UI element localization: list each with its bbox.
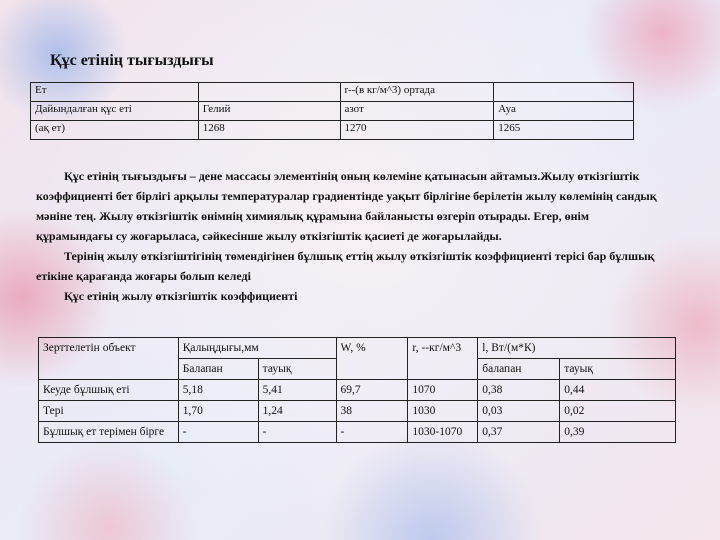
- table-cell: 1070: [408, 380, 478, 401]
- table-cell: 69,7: [336, 380, 408, 401]
- table-cell: 1,24: [258, 401, 336, 422]
- table-cell: 0,37: [478, 422, 560, 443]
- density-table: [30, 82, 634, 140]
- table-cell: 1,70: [178, 401, 258, 422]
- table-cell: -: [336, 422, 408, 443]
- table-cell: 0,38: [478, 380, 560, 401]
- table-cell: [494, 83, 634, 102]
- table-cell: 1270: [340, 121, 494, 140]
- table-cell: 5,41: [258, 380, 336, 401]
- table-cell: -: [258, 422, 336, 443]
- table-cell: Гелий: [198, 102, 340, 121]
- subheader-cell: тауық: [560, 359, 676, 380]
- table-cell: 1030-1070: [408, 422, 478, 443]
- table-header-row: [39, 338, 676, 359]
- table-cell: Дайындалған құс еті: [31, 102, 199, 121]
- table-cell: 38: [336, 401, 408, 422]
- table-row: [39, 422, 676, 443]
- table-cell: (ақ ет): [31, 121, 199, 140]
- header-cell: Қалыңдығы,мм: [178, 338, 336, 359]
- table-cell: -: [178, 422, 258, 443]
- page-title: Құс етінің тығыздығы: [50, 52, 214, 69]
- table-row: [31, 121, 634, 140]
- table-cell: азот: [340, 102, 494, 121]
- table-cell: Кеуде бұлшық еті: [39, 380, 179, 401]
- table-cell: r--(в кг/м^3) ортада: [340, 83, 494, 102]
- subheader-cell: балапан: [478, 359, 560, 380]
- table-row: [31, 102, 634, 121]
- header-cell: r, --кг/м^3: [408, 338, 478, 380]
- table-cell: 1265: [494, 121, 634, 140]
- table-cell: Тері: [39, 401, 179, 422]
- table-cell: [198, 83, 340, 102]
- header-cell: Зерттелетін объект: [39, 338, 179, 380]
- paragraph: Құс етінің тығыздығы – дене массасы элементінің оның көлеміне қатынасын айтамыз.Жылу өткізгіштік коэффициенті бет бірлігі арқылы температуралар градиентінде уақыт бірлігіне берілетін жылу көлемінің сандық мәніне тең. Жылу өткізгіштік өнімнің химиялық құрамына байланысты өзгеріп отырады. Егер, өнім құрамындағы су жоғарыласа, сәйкесінше жылу өткізгіштік қасиеті де жоғарылайды.: [36, 169, 657, 243]
- paragraph-heading: Құс етінің жылу өткізгіштік коэффициенті: [64, 289, 298, 303]
- table-cell: 0,02: [560, 401, 676, 422]
- paragraph: Терінің жылу өткізгіштігінің төмендігінен бұлшық еттің жылу өткізгіштік коэффициенті терісі бар бұлшық етікіне қарағанда жоғары болып келеді: [36, 249, 655, 283]
- table-row: [39, 380, 676, 401]
- table-row: [39, 401, 676, 422]
- header-cell: W, %: [336, 338, 408, 380]
- table-cell: 0,39: [560, 422, 676, 443]
- table-cell: Ауа: [494, 102, 634, 121]
- thermal-conductivity-table: [38, 337, 676, 443]
- table-row: [31, 83, 634, 102]
- header-cell: l, Вт/(м*К): [478, 338, 676, 359]
- subheader-cell: тауық: [258, 359, 336, 380]
- table-cell: 0,44: [560, 380, 676, 401]
- subheader-cell: Балапан: [178, 359, 258, 380]
- table-cell: Бұлшық ет терімен бірге: [39, 422, 179, 443]
- body-text: [36, 166, 668, 306]
- table-cell: Ет: [31, 83, 199, 102]
- table-cell: 5,18: [178, 380, 258, 401]
- table-cell: 0,03: [478, 401, 560, 422]
- table-cell: 1268: [198, 121, 340, 140]
- table-cell: 1030: [408, 401, 478, 422]
